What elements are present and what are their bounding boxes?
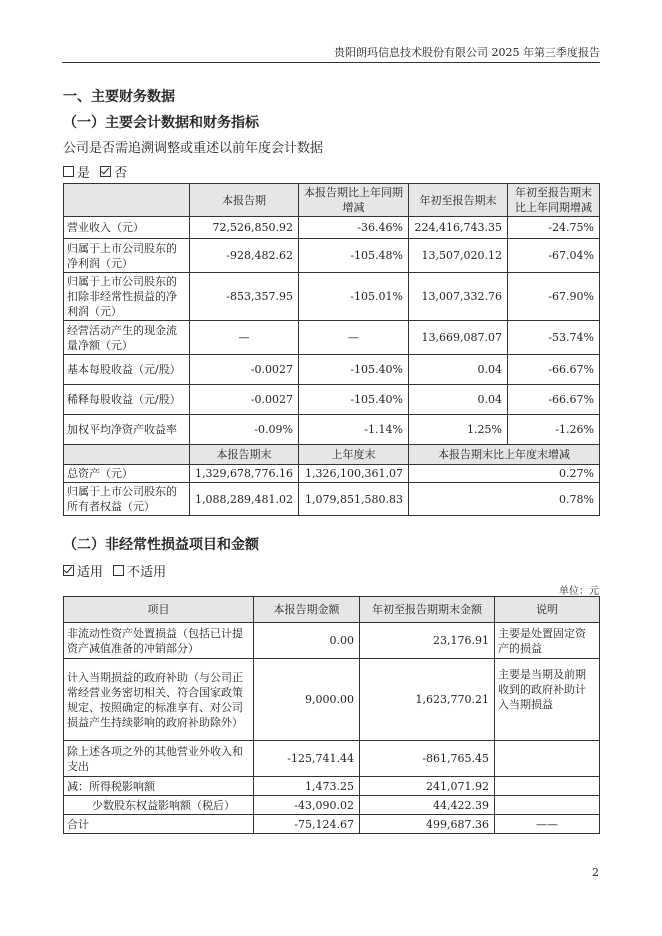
table-row	[64, 659, 600, 741]
cell: —	[190, 321, 299, 355]
cell: -66.67%	[508, 385, 600, 415]
cell: 0.04	[409, 385, 508, 415]
table-row	[64, 385, 600, 415]
cell: 0.78%	[409, 483, 600, 516]
cell: -0.09%	[190, 415, 299, 445]
option-yes-label: 是	[77, 166, 91, 181]
section-title: 一、主要财务数据	[63, 89, 175, 105]
table-row	[64, 777, 600, 796]
checkbox-not-applicable	[113, 565, 124, 576]
checkbox-applicable-checked	[63, 565, 74, 576]
table-row	[64, 815, 600, 834]
restate-question: 公司是否需追溯调整或重述以前年度会计数据	[63, 141, 324, 156]
cell: -1.14%	[299, 415, 409, 445]
row-label: 合计	[64, 815, 254, 834]
subsection-title-2: （二）非经常性损益项目和金额	[63, 537, 259, 553]
checkbox-no-checked	[100, 166, 111, 177]
table-row	[64, 741, 600, 777]
financial-indicators-table	[63, 183, 600, 516]
header-cell	[64, 184, 190, 217]
cell: -125,741.44	[254, 741, 360, 777]
row-label: 总资产（元）	[64, 465, 190, 483]
header-cell: 本报告期末	[190, 445, 299, 465]
row-label: 营业收入（元）	[64, 217, 190, 239]
header-cell: 本报告期比上年同期增减	[299, 184, 409, 217]
table-row	[64, 483, 600, 516]
cell: 1.25%	[409, 415, 508, 445]
table-row	[64, 355, 600, 385]
cell: 1,079,851,580.83	[299, 483, 409, 516]
cell: 499,687.36	[360, 815, 495, 834]
cell: —	[299, 321, 409, 355]
non-recurring-items-table	[63, 596, 600, 834]
cell-note	[495, 777, 600, 796]
cell: -105.40%	[299, 385, 409, 415]
cell: 9,000.00	[254, 659, 360, 741]
cell: -36.46%	[299, 217, 409, 239]
row-label: 非流动性资产处置损益（包括已计提资产减值准备的冲销部分）	[64, 623, 254, 659]
cell: -53.74%	[508, 321, 600, 355]
option-applicable-label: 适用	[77, 565, 104, 580]
row-label: 减：所得税影响额	[64, 777, 254, 796]
cell: 13,007,332.76	[409, 273, 508, 321]
table-row	[64, 623, 600, 659]
cell: 23,176.91	[360, 623, 495, 659]
cell-note: ——	[495, 815, 600, 834]
header-cell: 本报告期金额	[254, 597, 360, 623]
header-cell: 项目	[64, 597, 254, 623]
row-label: 归属于上市公司股东的净利润（元）	[64, 239, 190, 273]
cell: 1,088,289,481.02	[190, 483, 299, 516]
header-cell	[64, 445, 190, 465]
table-row	[64, 796, 600, 815]
cell: 0.00	[254, 623, 360, 659]
cell: -67.90%	[508, 273, 600, 321]
cell: 1,623,770.21	[360, 659, 495, 741]
page-number: 2	[592, 866, 599, 879]
row-label: 除上述各项之外的其他营业外收入和支出	[64, 741, 254, 777]
cell-note: 主要是当期及前期收到的政府补助计入当期损益	[495, 659, 600, 741]
cell-note	[495, 796, 600, 815]
option-not-applicable-label: 不适用	[127, 565, 167, 580]
table-row	[64, 273, 600, 321]
cell: -1.26%	[508, 415, 600, 445]
cell: -105.48%	[299, 239, 409, 273]
cell: 1,473.25	[254, 777, 360, 796]
header-cell: 年初至报告期期末金额	[360, 597, 495, 623]
row-label: 稀释每股收益（元/股）	[64, 385, 190, 415]
cell: 0.27%	[409, 465, 600, 483]
header-cell: 本报告期	[190, 184, 299, 217]
cell: -861,765.45	[360, 741, 495, 777]
cell: 13,507,020.12	[409, 239, 508, 273]
cell: 0.04	[409, 355, 508, 385]
row-label: 基本每股收益（元/股）	[64, 355, 190, 385]
cell: -67.04%	[508, 239, 600, 273]
option-no-label: 否	[114, 166, 128, 181]
row-label: 计入当期损益的政府补助（与公司正常经营业务密切相关、符合国家政策规定、按照确定的标准享有、对公司损益产生持续影响的政府补助除外）	[64, 659, 254, 741]
cell: -75,124.67	[254, 815, 360, 834]
subsection-title-1: （一）主要会计数据和财务指标	[63, 115, 259, 131]
cell-note: 主要是处置固定资产的损益	[495, 623, 600, 659]
header-cell: 说明	[495, 597, 600, 623]
row-label: 归属于上市公司股东的扣除非经常性损益的净利润（元）	[64, 273, 190, 321]
cell: -0.0027	[190, 385, 299, 415]
row-label: 归属于上市公司股东的所有者权益（元）	[64, 483, 190, 516]
header-cell: 年初至报告期末	[409, 184, 508, 217]
cell: -66.67%	[508, 355, 600, 385]
cell: -43,090.02	[254, 796, 360, 815]
table-row	[64, 465, 600, 483]
row-label: 加权平均净资产收益率	[64, 415, 190, 445]
cell: 44,422.39	[360, 796, 495, 815]
row-label: 经营活动产生的现金流量净额（元）	[64, 321, 190, 355]
table-header-row	[64, 184, 600, 217]
cell: 13,669,087.07	[409, 321, 508, 355]
header-cell: 本报告期末比上年度末增减	[409, 445, 600, 465]
header-cell: 年初至报告期末比上年同期增减	[508, 184, 600, 217]
cell-note	[495, 741, 600, 777]
checkbox-yes	[63, 166, 74, 177]
table-row	[64, 239, 600, 273]
applicable-options	[63, 561, 166, 580]
cell: -105.01%	[299, 273, 409, 321]
cell: 1,329,678,776.16	[190, 465, 299, 483]
cell: -24.75%	[508, 217, 600, 239]
unit-label: 单位：元	[559, 586, 599, 597]
page-header: 贵阳朗玛信息技术股份有限公司 2025 年第三季度报告	[62, 44, 600, 63]
row-label: 少数股东权益影响额（税后）	[64, 796, 254, 815]
cell: -105.40%	[299, 355, 409, 385]
table-row	[64, 321, 600, 355]
header-cell: 上年度末	[299, 445, 409, 465]
cell: 1,326,100,361.07	[299, 465, 409, 483]
cell: -853,357.95	[190, 273, 299, 321]
restate-options	[63, 162, 127, 181]
table-row	[64, 217, 600, 239]
cell: -0.0027	[190, 355, 299, 385]
cell: 241,071.92	[360, 777, 495, 796]
cell: -928,482.62	[190, 239, 299, 273]
table-header-row-2	[64, 445, 600, 465]
cell: 224,416,743.35	[409, 217, 508, 239]
cell: 72,526,850.92	[190, 217, 299, 239]
table-header-row	[64, 597, 600, 623]
table-row	[64, 415, 600, 445]
